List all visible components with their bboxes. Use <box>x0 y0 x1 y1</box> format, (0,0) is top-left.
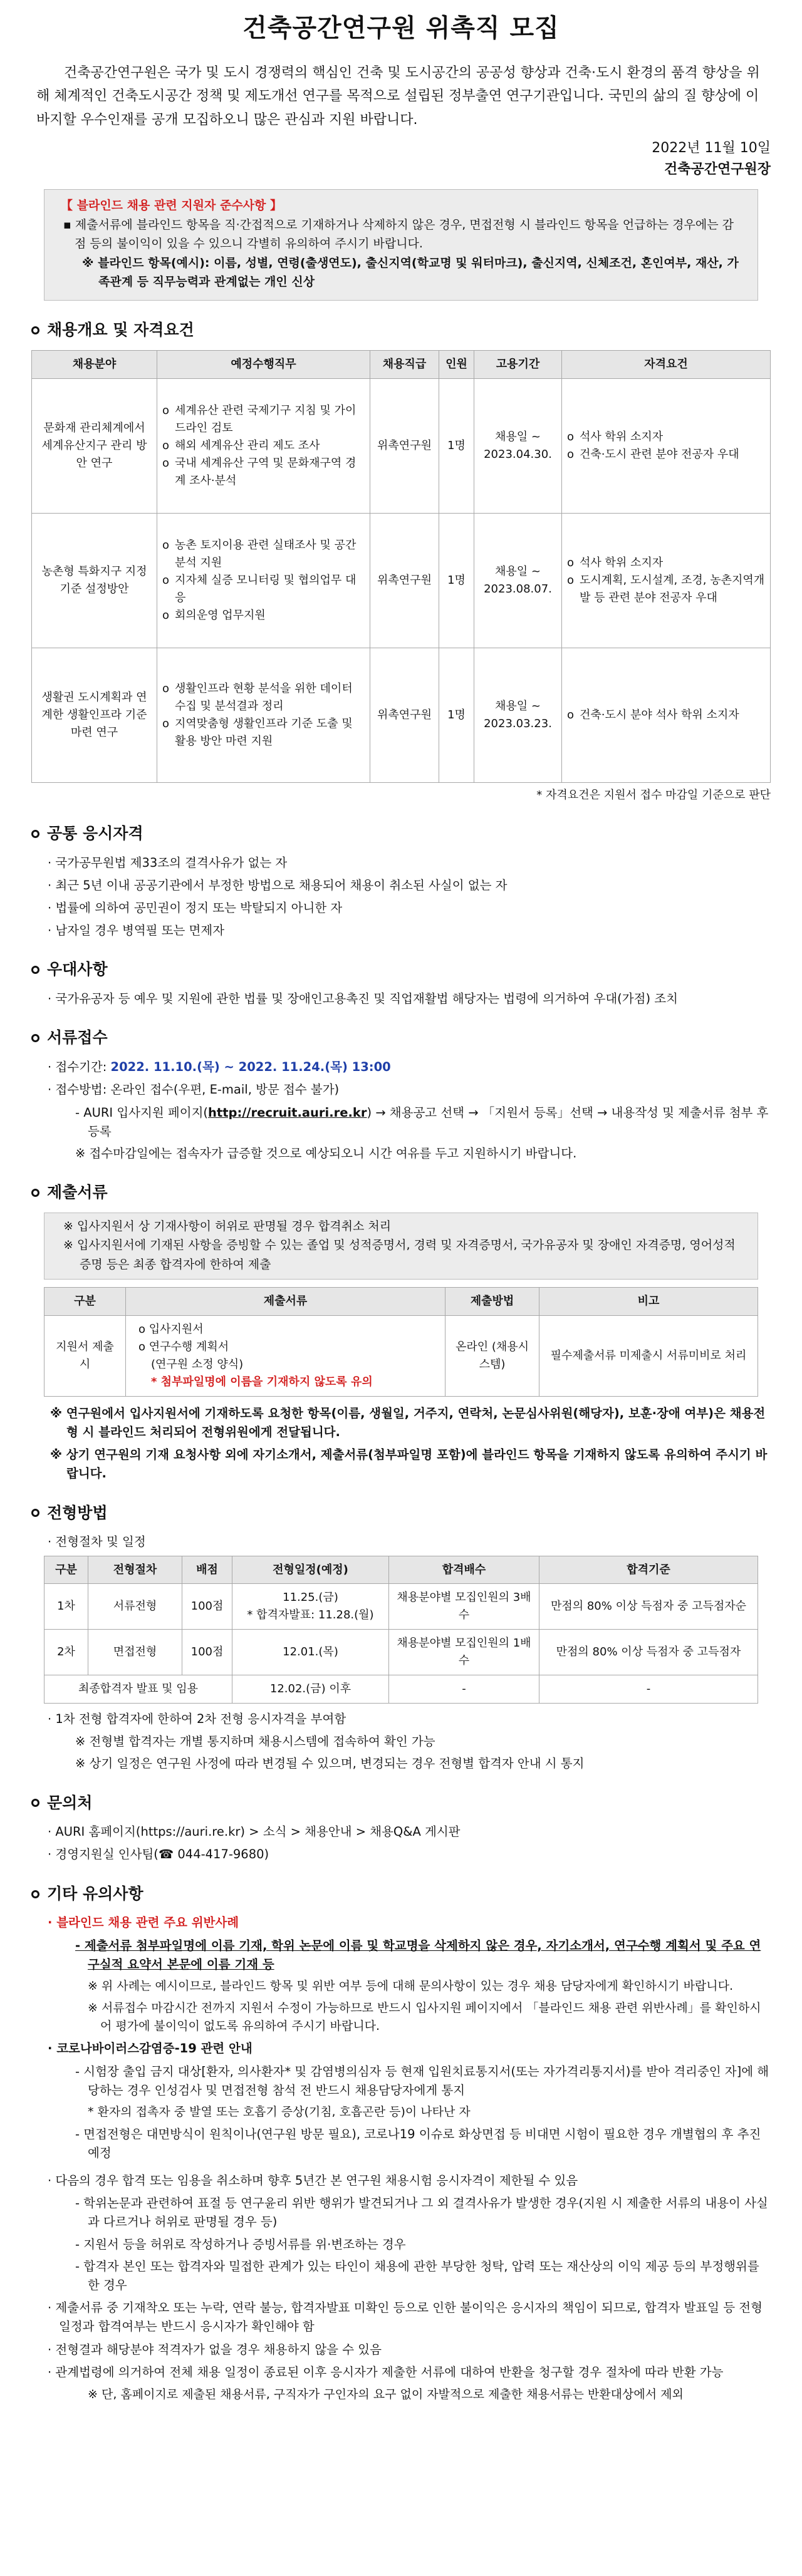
circle-bullet-icon <box>31 1034 39 1042</box>
table-row <box>32 378 771 513</box>
recruit-quals <box>562 513 771 648</box>
blind-notice-item: ▪ 제출서류에 블라인드 항목을 직·간접적으로 기재하거나 삭제하지 않은 경우, 면접전형 시 블라인드 항목을 언급하는 경우에는 감점 등의 불이익이 있을 수 있으니 각별히 유의하여 주시기 바랍니다. <box>63 217 734 251</box>
covid-item: - 시험장 출입 금지 대상[환자, 의사환자* 및 감염병의심자 등 현재 입원치료통지서(또는 자가격리통지서)를 받아 격리중인 자]에 해당하는 경우 인성검사 및 면접전형 참석 전 반드시 채용담당자에게 통지 <box>75 2064 769 2098</box>
documents-note-box <box>44 1213 758 1280</box>
table-row <box>44 1675 758 1703</box>
section-title: 기타 유의사항 <box>47 1884 143 1903</box>
contact-homepage: · AURI 홈페이지(https://auri.re.kr) > 소식 > 채용안내 > 채용Q&A 게시판 <box>48 1824 461 1839</box>
final-stage-multiple: - <box>389 1675 539 1703</box>
stage-schedule <box>232 1584 389 1630</box>
schedule-date: 11.25.(금) <box>283 1591 338 1605</box>
covid-header: · 코로나바이러스감염증-19 관련 안내 <box>48 2041 253 2056</box>
section-title: 서류접수 <box>47 1028 108 1047</box>
table-header-row <box>44 1556 758 1584</box>
section-other-notes <box>31 1882 771 1906</box>
recruit-count: 1명 <box>439 513 474 648</box>
table-header-cell: 구분 <box>44 1288 126 1316</box>
blind-violation-note: ※ 위 사례는 예시이므로, 블라인드 항목 및 위반 여부 등에 대해 문의사항이 있는 경우 채용 담당자에게 확인하시기 바랍니다. <box>88 1979 734 1994</box>
recruit-field: 농촌형 특화지구 지정기준 설정방안 <box>32 513 157 648</box>
page-title: 건축공간연구원 위촉직 모집 <box>242 14 560 43</box>
list-item: o 건축·도시 분야 석사 학위 소지자 <box>567 706 765 724</box>
misc-item: · 제출서류 중 기재착오 또는 누락, 연락 불능, 합격자발표 미확인 등으로 인한 불이익은 응시자의 책임이 되므로, 합격자 발표일 등 전형일정과 합격여부는 반드시 응시자가 확인해야 함 <box>48 2300 763 2334</box>
section-application <box>31 1026 771 1050</box>
table-header-cell: 고용기간 <box>474 351 562 379</box>
final-stage-label: 최종합격자 발표 및 임용 <box>44 1675 232 1703</box>
section-title: 제출서류 <box>47 1183 108 1202</box>
list-item: o 도시계획, 도시설계, 조경, 농촌지역개발 등 관련 분야 전공자 우대 <box>567 572 765 607</box>
selection-note: ※ 전형별 합격자는 개별 통지하며 채용시스템에 접속하여 확인 가능 <box>75 1734 435 1749</box>
list-item: o 석사 학위 소지자 <box>567 428 765 446</box>
table-row <box>32 513 771 648</box>
application-note: ※ 접수마감일에는 접속자가 급증할 것으로 예상되오니 시간 여유를 두고 지원하시기 바랍니다. <box>75 1146 577 1161</box>
blind-notice-note: ※ 블라인드 항목(예시): 이름, 성별, 연령(출생연도), 출신지역(학교명 및 워터마크), 출신지역, 신체조건, 혼인여부, 재산, 가족관계 등 직무능력과 관계없는 개인 신상 <box>82 256 739 289</box>
blind-warning: ※ 상기 연구원의 기재 요청사항 외에 자기소개서, 제출서류(첨부파일명 포함)에 블라인드 항목을 기재하지 않도록 유의하여 주시기 바랍니다. <box>50 1447 768 1481</box>
recruit-duties <box>157 648 370 782</box>
table-header-cell: 인원 <box>439 351 474 379</box>
recruit-field: 문화재 관리체계에서 세계유산지구 관리 방안 연구 <box>32 378 157 513</box>
blind-violation-note: ※ 서류접수 마감시간 전까지 지원서 수정이 가능하므로 반드시 입사지원 페이지에서 「블라인드 채용 관련 위반사례」를 확인하시어 평가에 불이익이 없도록 유의하여 주시기 바랍니다. <box>88 2000 761 2033</box>
blind-violation-main: - 제출서류 첨부파일명에 이름 기재, 학위 논문에 이름 및 학교명을 삭제하지 않은 경우, 자기소개서, 연구수행 계획서 및 주요 연구실적 요약서 본문에 이름 기재 등 <box>75 1938 761 1972</box>
cancel-item: - 학위논문과 관련하여 표절 등 연구윤리 위반 행위가 발견되거나 그 외 결격사유가 발생한 경우(지원 시 제출한 서류의 내용이 사실과 다르거나 허위로 판명될 경우 등) <box>75 2196 768 2230</box>
list-item: o 세계유산 관련 국제기구 지침 및 가이드라인 검토 <box>162 402 365 437</box>
list-item: o 해외 세계유산 관리 제도 조사 <box>162 437 365 455</box>
misc-item: · 전형결과 해당분야 적격자가 없을 경우 채용하지 않을 수 있음 <box>48 2342 382 2357</box>
cancel-item: - 지원서 등을 허위로 작성하거나 증빙서류를 위·변조하는 경우 <box>75 2237 406 2252</box>
documents-note: ※ 입사지원서에 기재된 사항을 증빙할 수 있는 졸업 및 성적증명서, 경력 및 자격증명서, 국가유공자 및 장애인 자격증명, 영어성적증명 등은 최종 합격자에 한하여 제출 <box>63 1238 736 1271</box>
qualification-note: * 자격요건은 지원서 접수 마감일 기준으로 판단 <box>536 788 771 802</box>
stage-criteria: 만점의 80% 이상 득점자 중 고득점자 <box>539 1630 758 1675</box>
circle-bullet-icon <box>31 1799 39 1807</box>
circle-bullet-icon <box>31 1509 39 1517</box>
list-item: · 최근 5년 이내 공공기관에서 부정한 방법으로 채용되어 채용이 취소된 사실이 없는 자 <box>48 877 508 892</box>
stage-schedule: 12.01.(목) <box>232 1630 389 1675</box>
application-period-label: · 접수기간: <box>48 1060 111 1075</box>
application-steps-text: ) → 채용공고 선택 → 「지원서 등록」선택 → 내용작성 및 제출서류 첨부 후 등록 <box>88 1105 769 1139</box>
documents-warning: * 첨부파일명에 이름을 기재하지 않도록 유의 <box>151 1375 373 1389</box>
list-item: (연구원 소정 양식) <box>151 1357 244 1371</box>
documents-kind: 지원서 제출 시 <box>44 1316 126 1397</box>
table-header-cell: 배점 <box>182 1556 232 1584</box>
covid-item: * 환자의 접촉자 중 발열 또는 호흡기 증상(기침, 호흡곤란 등)이 나타난 자 <box>88 2105 471 2119</box>
documents-remark: 필수제출서류 미제출시 서류미비로 처리 <box>539 1316 758 1397</box>
circle-bullet-icon <box>31 1890 39 1898</box>
list-item: o 석사 학위 소지자 <box>567 554 765 572</box>
section-title: 우대사항 <box>47 960 108 979</box>
application-period-value: 2022. 11.10.(목) ~ 2022. 11.24.(목) 13:00 <box>110 1060 391 1075</box>
documents-method: 온라인 (채용시스템) <box>445 1316 539 1397</box>
stage-number: 2차 <box>44 1630 88 1675</box>
selection-table <box>44 1556 758 1704</box>
cancel-item: - 합격자 본인 또는 합격자와 밀접한 관계가 있는 타인이 채용에 관한 부당한 청탁, 압력 또는 재산상의 이익 제공 등의 부정행위를 한 경우 <box>75 2258 759 2293</box>
table-header-cell: 전형절차 <box>88 1556 182 1584</box>
list-item: · 남자일 경우 병역필 또는 면제자 <box>48 923 225 938</box>
table-header-cell: 채용직급 <box>370 351 439 379</box>
table-header-cell: 예정수행직무 <box>157 351 370 379</box>
covid-item: - 면접전형은 대면방식이 원칙이나(연구원 방문 필요), 코로나19 이슈로 화상면접 등 비대면 시험이 필요한 경우 개별협의 후 추진 예정 <box>75 2126 761 2160</box>
stage-number: 1차 <box>44 1584 88 1630</box>
recruit-duties <box>157 513 370 648</box>
table-header-cell: 자격요건 <box>562 351 771 379</box>
list-item: o 생활인프라 현황 분석을 위한 데이터 수집 및 분석결과 정리 <box>162 680 365 715</box>
stage-score: 100점 <box>182 1630 232 1675</box>
list-item: · 국가유공자 등 예우 및 지원에 관한 법률 및 장애인고용촉진 및 직업재활법 해당자는 법령에 의거하여 우대(가점) 조치 <box>48 991 678 1006</box>
stage-multiple: 채용분야별 모집인원의 1배수 <box>389 1630 539 1675</box>
recruit-table <box>31 350 771 783</box>
circle-bullet-icon <box>31 830 39 838</box>
recruit-rank: 위촉연구원 <box>370 378 439 513</box>
section-title: 전형방법 <box>47 1503 108 1522</box>
misc-note: ※ 단, 홈페이지로 제출된 채용서류, 구직자가 구인자의 요구 없이 자발적으로 제출한 채용서류는 반환대상에서 제외 <box>88 2387 684 2402</box>
list-item: o 회의운영 업무지원 <box>162 607 365 624</box>
section-title: 채용개요 및 자격요건 <box>47 321 194 339</box>
misc-item: · 관계법령에 의거하여 전체 채용 일정이 종료된 이후 응시자가 제출한 서류에 대하여 반환을 청구할 경우 절차에 따라 반환 가능 <box>48 2364 724 2379</box>
section-recruit-overview <box>31 318 771 343</box>
selection-subtitle: · 전형절차 및 일정 <box>48 1534 146 1549</box>
list-item: o 국내 세계유산 구역 및 문화재구역 경계 조사·분석 <box>162 455 365 490</box>
table-header-cell: 채용분야 <box>32 351 157 379</box>
recruit-count: 1명 <box>439 378 474 513</box>
section-title: 문의처 <box>47 1793 93 1812</box>
schedule-note: * 합격자발표: 11.28.(월) <box>247 1608 374 1622</box>
notice-date: 2022년 11월 10일 <box>652 140 771 157</box>
section-selection <box>31 1501 771 1526</box>
blind-warning: ※ 연구원에서 입사지원서에 기재하도록 요청한 항목(이름, 생월일, 거주지, 연락처, 논문심사위원(해당자), 보훈·장애 여부)은 채용전형 시 블라인드 처리되어 전형위원에게 전달됩니다. <box>50 1405 766 1439</box>
recruit-rank: 위촉연구원 <box>370 648 439 782</box>
blind-violation-header: · 블라인드 채용 관련 주요 위반사례 <box>48 1915 239 1930</box>
blind-notice-header: 【 블라인드 채용 관련 지원자 준수사항 】 <box>61 199 282 213</box>
recruit-count: 1명 <box>439 648 474 782</box>
recruit-rank: 위촉연구원 <box>370 513 439 648</box>
stage-score: 100점 <box>182 1584 232 1630</box>
table-header-cell: 제출방법 <box>445 1288 539 1316</box>
table-row <box>44 1630 758 1675</box>
section-preferences <box>31 958 771 982</box>
recruit-site-link[interactable]: http://recruit.auri.re.kr <box>208 1105 367 1120</box>
selection-note: ※ 상기 일정은 연구원 사정에 따라 변경될 수 있으며, 변경되는 경우 전형별 합격자 안내 시 통지 <box>75 1756 585 1771</box>
table-header-row <box>32 351 771 379</box>
selection-note: · 1차 전형 합격자에 한하여 2차 전형 응시자격을 부여함 <box>48 1711 346 1726</box>
list-item: o 연구수행 계획서 <box>138 1340 229 1353</box>
documents-list <box>126 1316 445 1397</box>
documents-table <box>44 1287 758 1396</box>
circle-bullet-icon <box>31 1189 39 1197</box>
recruit-period: 채용일 ~ 2023.08.07. <box>474 513 562 648</box>
recruit-duties <box>157 378 370 513</box>
section-common-qualifications <box>31 822 771 846</box>
application-period <box>31 1058 771 1077</box>
application-steps <box>31 1104 771 1141</box>
table-header-cell: 제출서류 <box>126 1288 445 1316</box>
issuer: 건축공간연구원장 <box>664 162 771 178</box>
circle-bullet-icon <box>31 966 39 974</box>
documents-note: ※ 입사지원서 상 기재사항이 허위로 판명될 경우 합격취소 처리 <box>63 1219 392 1234</box>
table-header-cell: 합격기준 <box>539 1556 758 1584</box>
recruit-quals <box>562 378 771 513</box>
stage-procedure: 면접전형 <box>88 1630 182 1675</box>
intro-paragraph: 건축공간연구원은 국가 및 도시 경쟁력의 핵심인 건축 및 도시공간의 공공성 향상과 건축·도시 환경의 품격 향상을 위해 체계적인 건축도시공간 정책 및 제도개선 연구를 목적으로 설립된 정부출연 연구기관입니다. 국민의 삶의 질 향상에 이바지할 우수인재를 공개 모집하오니 많은 관심과 지원 바랍니다. <box>36 65 760 128</box>
section-documents <box>31 1181 771 1205</box>
table-header-cell: 합격배수 <box>389 1556 539 1584</box>
table-row <box>32 648 771 782</box>
table-row <box>44 1316 758 1397</box>
application-steps-text: - AURI 입사지원 페이지( <box>75 1105 209 1120</box>
contact-phone: · 경영지원실 인사팀(☎ 044-417-9680) <box>48 1847 269 1862</box>
table-header-cell: 비고 <box>539 1288 758 1316</box>
stage-multiple: 채용분야별 모집인원의 3배수 <box>389 1584 539 1630</box>
recruit-quals <box>562 648 771 782</box>
stage-criteria: 만점의 80% 이상 득점자 중 고득점자순 <box>539 1584 758 1630</box>
circle-bullet-icon <box>31 326 39 334</box>
section-title: 공통 응시자격 <box>47 824 143 842</box>
recruit-field: 생활권 도시계획과 연계한 생활인프라 기준 마련 연구 <box>32 648 157 782</box>
table-header-cell: 구분 <box>44 1556 88 1584</box>
list-item: · 국가공무원법 제33조의 결격사유가 없는 자 <box>48 855 288 870</box>
table-header-cell: 전형일정(예정) <box>232 1556 389 1584</box>
list-item: o 입사지원서 <box>138 1323 204 1337</box>
list-item: o 농촌 토지이용 관련 실태조사 및 공간분석 지원 <box>162 537 365 572</box>
recruit-period: 채용일 ~ 2023.03.23. <box>474 648 562 782</box>
application-method: · 접수방법: 온라인 접수(우편, E-mail, 방문 접수 불가) <box>48 1082 340 1097</box>
list-item: o 지자체 실증 모니터링 및 협의업무 대응 <box>162 572 365 607</box>
section-contact <box>31 1791 771 1816</box>
blind-notice-box <box>44 189 758 301</box>
final-stage-criteria: - <box>539 1675 758 1703</box>
stage-procedure: 서류전형 <box>88 1584 182 1630</box>
recruit-period: 채용일 ~ 2023.04.30. <box>474 378 562 513</box>
cancel-header: · 다음의 경우 합격 또는 임용을 취소하며 향후 5년간 본 연구원 채용시험 응시자격이 제한될 수 있음 <box>48 2173 578 2188</box>
table-row <box>44 1584 758 1630</box>
list-item: o 건축·도시 관련 분야 전공자 우대 <box>567 446 765 463</box>
final-stage-schedule: 12.02.(금) 이후 <box>232 1675 389 1703</box>
list-item: · 법률에 의하여 공민권이 정지 또는 박탈되지 아니한 자 <box>48 901 343 916</box>
list-item: o 지역맞춤형 생활인프라 기준 도출 및 활용 방안 마련 지원 <box>162 715 365 750</box>
table-header-row <box>44 1288 758 1316</box>
